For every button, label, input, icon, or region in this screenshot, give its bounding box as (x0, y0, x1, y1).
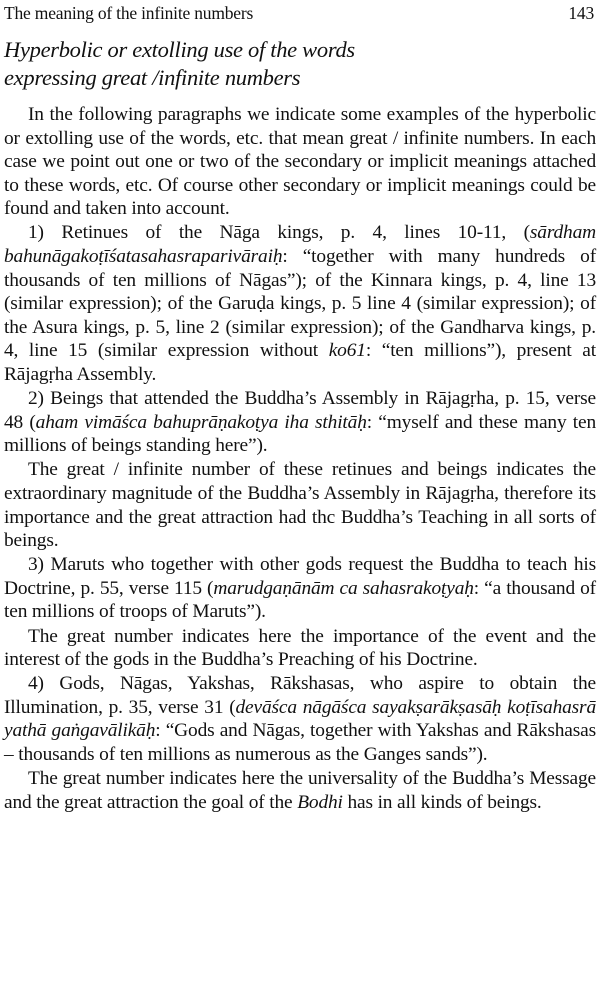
bodhi-term: Bodhi (297, 791, 343, 813)
example-4-text-a: 4) Gods, Nāgas, Yakshas, Rākshasas, who aspire to obtain the Illumination, p. 35, verse 31 ( (4, 673, 596, 718)
section-heading-line-2: expressing great /infinite numbers (4, 65, 301, 90)
example-1-sanskrit-quote: sārdham bahunāgakoṭīśatasahasraparivāraiḥ (4, 222, 596, 268)
commentary-3-text-c: has in all kinds of beings. (342, 791, 542, 813)
section-heading (4, 36, 596, 92)
example-3-sanskrit-quote: marudgaṇānām ca sahasrakoṭyaḥ (213, 577, 474, 599)
commentary-3-text-a: The great number indicates here the universality of the Buddha’s Message and the great attraction the goal of the (4, 768, 596, 813)
example-1-term: ko61 (328, 340, 366, 362)
example-2-text-a: 2) Beings that attended the Buddha’s Assembly in Rājagṛha, p. 15, verse 48 ( (4, 388, 596, 433)
example-1-text-c: : “together with many hundreds of thousands of ten millions of Nāgas”); of the Kinnara kings, p. 4, line 13 (similar expression); of the Garuḍa kings, p. 5 line 4 (similar expression); of the Asura kings, p. 5, line 2 (similar expression); of the Gandharva kings, p. 4, line 15 (similar expression without (4, 246, 596, 362)
paragraph-example-4 (4, 672, 596, 766)
paragraph-commentary-1: The great / infinite number of these retinues and beings indicates the extraordinary magnitude of the Buddha’s Assembly in Rājagṛha, therefore its importance and the great attraction had thc Buddha’s Teaching in all sorts of beings. (4, 459, 596, 552)
running-title: The meaning of the infinite numbers (4, 3, 254, 23)
example-2-text-c: : “myself and these many ten millions of beings standing here”). (4, 411, 596, 457)
paragraph-commentary-3 (4, 767, 596, 814)
page-number: 143 (568, 3, 594, 23)
paragraph-intro: In the following paragraphs we indicate some examples of the hyperbolic or extolling use of the words, etc. that mean great / infinite numbers. In each case we point out one or two of the secondary or implicit meanings attached to these words, etc. Of course other secondary or implicit meanings could be found and taken into account. (4, 104, 596, 220)
example-3-text-a: 3) Maruts who together with other gods request the Buddha to teach his Doctrine, p. 55, verse 115 ( (4, 554, 596, 599)
section-heading-line-1: Hyperbolic or extolling use of the words (4, 37, 355, 62)
paragraph-commentary-2: The great number indicates here the importance of the event and the interest of the gods in the Buddha’s Preaching of his Doctrine. (4, 625, 596, 671)
example-4-sanskrit-quote: devāśca nāgāśca sayakṣarākṣasāḥ koṭīsahasrā yathā gaṅgavālikāḥ (4, 696, 597, 742)
example-1-text-a: 1) Retinues of the Nāga kings, p. 4, lines 10-11, ( (28, 222, 530, 244)
paragraph-example-1 (4, 221, 596, 386)
example-3-text-c: : “a thousand of ten millions of troops of Maruts”). (4, 577, 596, 623)
paragraph-example-3 (4, 553, 596, 624)
body-text (4, 103, 596, 814)
running-header (4, 2, 596, 26)
example-2-sanskrit-quote: aham vimāśca bahuprāṇakoṭya iha sthitāḥ (35, 411, 367, 433)
example-1-text-e: : “ten millions”), present at Rājagṛha Assembly. (4, 340, 596, 386)
example-4-text-c: : “Gods and Nāgas, together with Yakshas and Rākshasas – thousands of ten millions as numerous as the Ganges sands”). (4, 720, 596, 766)
paragraph-example-2 (4, 387, 596, 458)
